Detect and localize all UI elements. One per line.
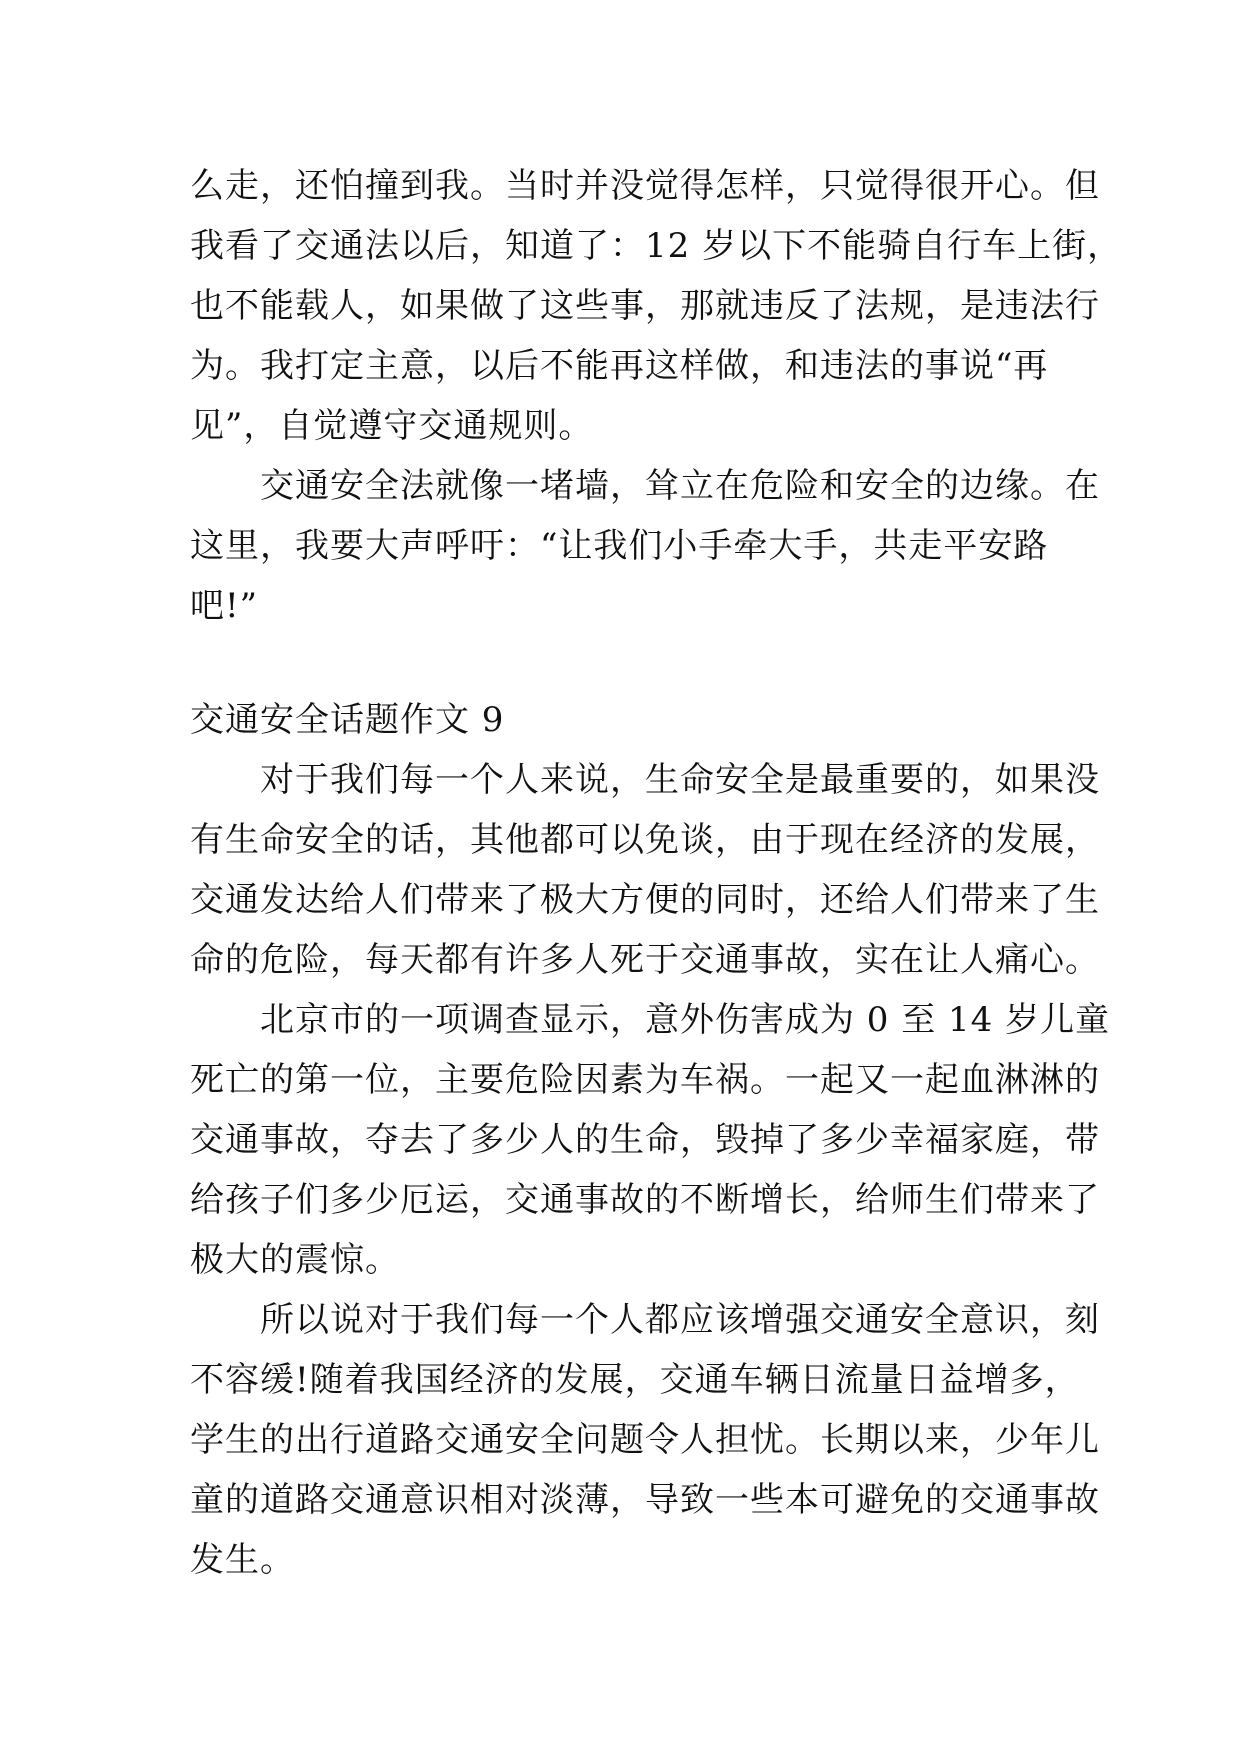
text-line: 对于我们每一个人来说，生命安全是最重要的，如果没: [190, 760, 1100, 800]
text-line: 这里，我要大声呼吁：“让我们小手牵大手，共走平安路: [190, 526, 1049, 566]
text-line: 交通发达给人们带来了极大方便的同时，还给人们带来了生: [190, 880, 1100, 920]
text-line: 有生命安全的话，其他都可以免谈，由于现在经济的发展，: [190, 820, 1100, 860]
text-line: 给孩子们多少厄运，交通事故的不断增长，给师生们带来了: [190, 1180, 1100, 1220]
text-line: 所以说对于我们每一个人都应该增强交通安全意识，刻: [190, 1300, 1100, 1340]
text-line: 命的危险，每天都有许多人死于交通事故，实在让人痛心。: [190, 940, 1100, 980]
text-line: 学生的出行道路交通安全问题令人担忧。长期以来，少年儿: [190, 1420, 1100, 1460]
section-heading: 交通安全话题作文 9: [190, 700, 505, 740]
text-line: 死亡的第一位，主要危险因素为车祸。一起又一起血淋淋的: [190, 1060, 1100, 1100]
text-line: 童的道路交通意识相对淡薄，导致一些本可避免的交通事故: [190, 1480, 1100, 1520]
text-line: 极大的震惊。: [190, 1240, 400, 1280]
text-line: 么走，还怕撞到我。当时并没觉得怎样，只觉得很开心。但: [190, 166, 1100, 206]
text-line: 交通安全法就像一堵墙，耸立在危险和安全的边缘。在: [190, 466, 1100, 506]
text-line: 发生。: [190, 1540, 295, 1580]
text-line: 不容缓!随着我国经济的发展，交通车辆日流量日益增多，: [190, 1360, 1080, 1400]
text-line: 交通事故，夺去了多少人的生命，毁掉了多少幸福家庭，带: [190, 1120, 1100, 1160]
text-line: 吧!”: [190, 586, 259, 626]
text-line: 见”，自觉遵守交通规则。: [190, 406, 594, 446]
text-line: 也不能载人，如果做了这些事，那就违反了法规，是违法行: [190, 286, 1100, 326]
text-line: 北京市的一项调查显示，意外伤害成为 0 至 14 岁儿童: [190, 1000, 1111, 1040]
text-line: 为。我打定主意，以后不能再这样做，和违法的事说“再: [190, 346, 1049, 386]
text-line: 我看了交通法以后，知道了：12 岁以下不能骑自行车上街，: [190, 226, 1123, 266]
